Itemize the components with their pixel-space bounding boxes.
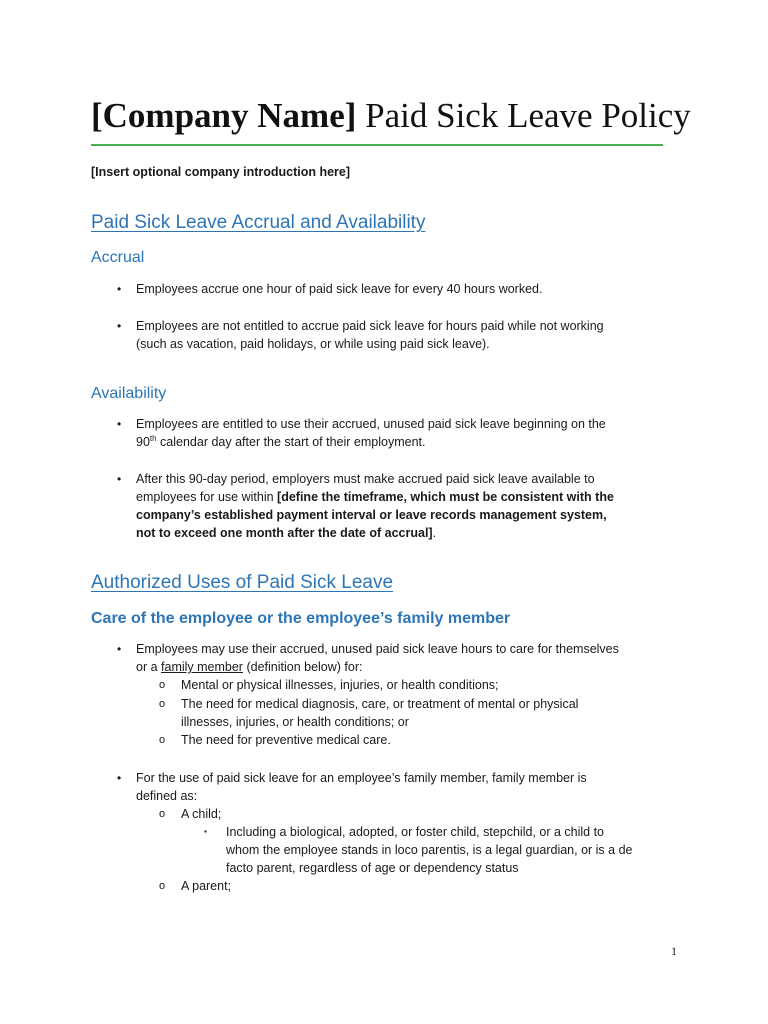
sub-bullet-marker: o	[159, 808, 166, 820]
accrual-bullet-1: Employees accrue one hour of paid sick leave for every 40 hours worked.	[136, 282, 543, 296]
subheading-care-family: Care of the employee or the employee’s family member	[91, 610, 511, 627]
availability-bullet-1-line-1: Employees are entitled to use their accrued, unused paid sick leave beginning on the	[136, 417, 606, 431]
bullet-marker: •	[117, 319, 122, 333]
care-bullet-1-line-2-post: (definition below) for:	[242, 660, 363, 674]
care-sub-item-illness: Mental or physical illnesses, injuries, or health conditions;	[181, 678, 499, 692]
sub-bullet-marker: o	[159, 880, 166, 892]
care-sub-item-diagnosis-line-2: illnesses, injuries, or health conditions; or	[181, 715, 409, 729]
care-sub-item-diagnosis	[181, 695, 661, 731]
bullet-marker: •	[117, 472, 122, 486]
family-member-child-detail	[226, 823, 681, 877]
care-sub-item-preventive: The need for preventive medical care.	[181, 733, 391, 747]
availability-bullet-1-day: 90	[136, 435, 150, 449]
section-heading-authorized-uses: Authorized Uses of Paid Sick Leave	[91, 572, 394, 593]
family-member-reference: family member	[161, 660, 243, 674]
availability-bullet-2	[136, 470, 676, 542]
accrual-bullet-2	[136, 317, 676, 353]
title-text: Paid Sick Leave Policy	[356, 96, 691, 135]
company-intro-placeholder: [Insert optional company introduction here]	[91, 165, 351, 179]
care-bullet-1	[136, 640, 676, 676]
family-member-parent: A parent;	[181, 879, 232, 893]
child-detail-line-3: facto parent, regardless of age or dependency status	[226, 861, 519, 875]
family-member-child: A child;	[181, 807, 222, 821]
document-title	[91, 94, 691, 138]
accrual-bullet-2-line-1: Employees are not entitled to accrue paid sick leave for hours paid while not working	[136, 319, 604, 333]
care-bullet-2-line-2: defined as:	[136, 789, 198, 803]
title-divider	[91, 144, 663, 146]
availability-bullet-2-line-1: After this 90-day period, employers must make accrued paid sick leave available to	[136, 472, 595, 486]
subheading-availability: Availability	[91, 385, 167, 402]
care-bullet-1-line-1: Employees may use their accrued, unused paid sick leave hours to care for themselves	[136, 642, 619, 656]
availability-bullet-1	[136, 415, 676, 451]
child-detail-line-2: whom the employee stands in loco parentis, is a legal guardian, or is a de	[226, 843, 633, 857]
period-punctuation: .	[432, 526, 437, 540]
availability-bullet-2-line-2: employees for use within	[136, 490, 278, 504]
sub-sub-bullet-marker: ▪	[204, 827, 207, 836]
bullet-marker: •	[117, 417, 122, 431]
care-bullet-1-line-2-pre: or a	[136, 660, 162, 674]
section-heading-accrual-availability: Paid Sick Leave Accrual and Availability	[91, 212, 426, 233]
care-sub-item-diagnosis-line-1: The need for medical diagnosis, care, or treatment of mental or physical	[181, 697, 579, 711]
sub-bullet-marker: o	[159, 734, 166, 746]
sub-bullet-marker: o	[159, 698, 166, 710]
subheading-accrual: Accrual	[91, 249, 145, 266]
title-company-placeholder: [Company Name]	[91, 96, 357, 135]
child-detail-line-1: Including a biological, adopted, or foster child, stepchild, or a child to	[226, 825, 605, 839]
timeframe-placeholder-part-1: [define the timeframe, which must be consistent with the	[277, 490, 614, 504]
accrual-bullet-2-line-2: (such as vacation, paid holidays, or while using paid sick leave).	[136, 337, 490, 351]
timeframe-placeholder-part-3: not to exceed one month after the date of accrual]	[136, 526, 433, 540]
availability-bullet-1-line-2: calendar day after the start of their employment.	[156, 435, 426, 449]
bullet-marker: •	[117, 771, 122, 785]
ordinal-suffix: th	[149, 433, 157, 443]
timeframe-placeholder-part-2: company’s established payment interval or leave records management system,	[136, 508, 607, 522]
care-bullet-2-line-1: For the use of paid sick leave for an employee’s family member, family member is	[136, 771, 587, 785]
bullet-marker: •	[117, 642, 122, 656]
sub-bullet-marker: o	[159, 679, 166, 691]
page-number: 1	[671, 944, 677, 958]
bullet-marker: •	[117, 282, 122, 296]
care-bullet-2	[136, 769, 676, 805]
